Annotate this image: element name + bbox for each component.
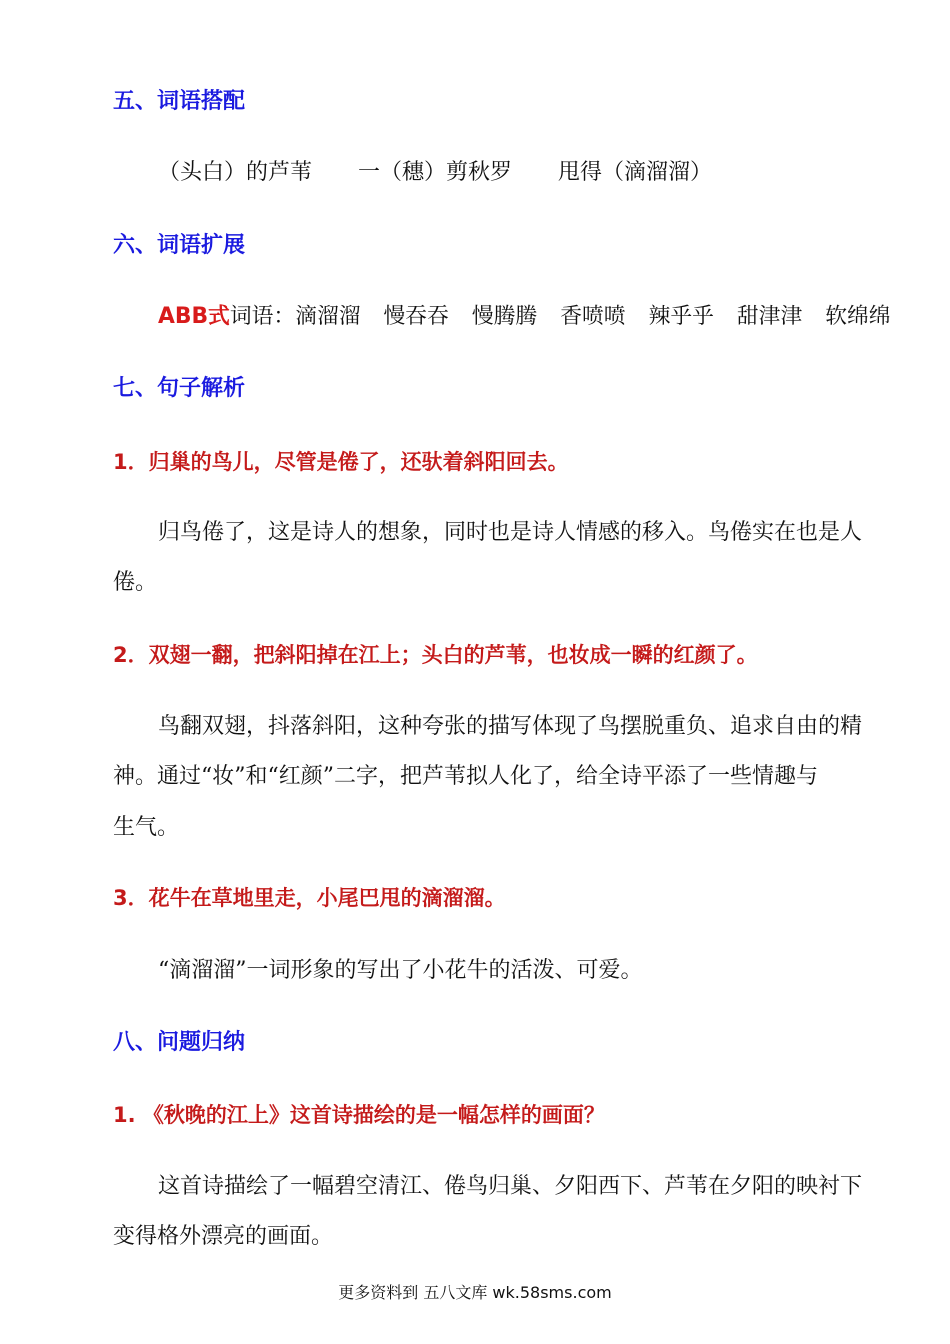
abb-word: 慢吞吞	[383, 304, 449, 329]
abb-word: 辣乎乎	[648, 304, 714, 329]
section-heading-8: 八、问题归纳	[113, 1030, 246, 1055]
answer-line: 倦。	[113, 570, 158, 595]
abb-word: 慢腾腾	[471, 304, 538, 329]
word-pair: 一（穗）剪秋罗	[358, 160, 513, 185]
abb-label: ABB式	[158, 304, 230, 329]
answer-line: 变得格外漂亮的画面。	[113, 1224, 334, 1249]
answer-line: 生气。	[113, 815, 180, 840]
answer-line: 神。通过“妆”和“红颜”二字，把芦苇拟人化了，给全诗平添了一些情趣与	[113, 764, 818, 789]
section-heading-5: 五、词语搭配	[113, 89, 246, 114]
question-2: 2．双翅一翻，把斜阳掉在江上；头白的芦苇，也妆成一瞬的红颜了。	[113, 643, 758, 667]
abb-words-line	[158, 306, 891, 328]
answer-line: 归鸟倦了，这是诗人的想象，同时也是诗人情感的移入。鸟倦实在也是人	[158, 520, 863, 545]
section-heading-6: 六、词语扩展	[113, 233, 246, 258]
word-pair: 甩得（滴溜溜）	[558, 160, 713, 185]
word-pairs-line	[158, 162, 712, 184]
question-3: 3．花牛在草地里走，小尾巴甩的滴溜溜。	[113, 886, 506, 910]
question-1: 1．归巢的鸟儿，尽管是倦了，还驮着斜阳回去。	[113, 450, 569, 474]
abb-word: 软绵绵	[825, 304, 891, 329]
word-pair: （头白）的芦苇	[158, 160, 313, 185]
answer-line: 鸟翻双翅，抖落斜阳，这种夸张的描写体现了鸟摆脱重负、追求自由的精	[158, 714, 863, 739]
footer-link-text: 更多资料到 五八文库 wk.58sms.com	[338, 1283, 612, 1302]
answer-line: “滴溜溜”一词形象的写出了小花牛的活泼、可爱。	[158, 958, 643, 983]
abb-word: 甜津津	[736, 304, 803, 329]
abb-word: 香喷喷	[560, 304, 626, 329]
abb-prefix: 词语：	[229, 304, 296, 329]
question-8-1: 1. 《秋晚的江上》这首诗描绘的是一幅怎样的画面？	[113, 1103, 605, 1127]
answer-line: 这首诗描绘了一幅碧空清江、倦鸟归巢、夕阳西下、芦苇在夕阳的映衬下	[158, 1174, 863, 1199]
section-heading-7: 七、句子解析	[113, 376, 246, 401]
abb-word: 滴溜溜	[295, 304, 361, 329]
